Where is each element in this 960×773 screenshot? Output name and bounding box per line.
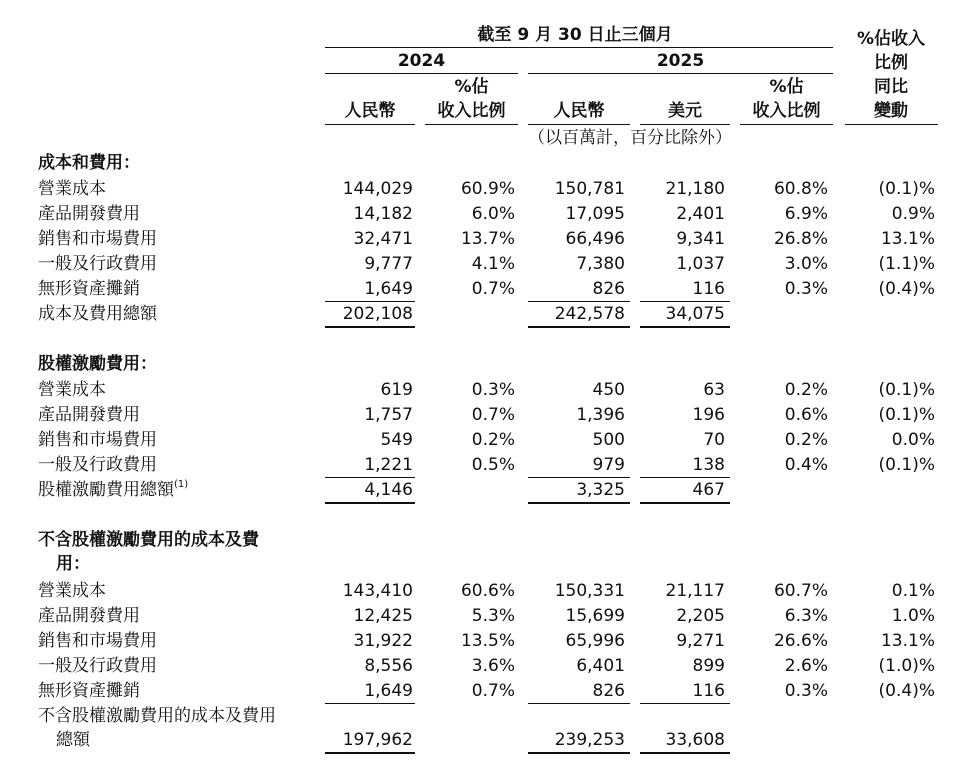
value-pct-2025: 6.3% [784,606,828,626]
value-rmb-2024: 32,471 [353,229,413,249]
value-yoy: (0.1)% [878,380,935,400]
total-usd-2025: 33,608 [665,730,725,750]
total-double-rule [528,502,630,504]
section-title: 不含股權激勵費用的成本及費 [38,530,259,550]
col-pct-2024-line2: 收入比例 [437,101,506,121]
col-pct-2024-line1: %佔 [454,77,489,97]
col-rule [425,124,518,125]
yoy-header-line2: 比例 [874,53,908,73]
row-label: 無形資產攤銷 [38,279,140,299]
year-2024: 2024 [397,51,446,71]
total-double-rule [325,752,415,754]
value-usd-2025: 21,117 [665,581,725,601]
col-rule [325,124,415,125]
yoy-header-line4: 變動 [874,101,908,121]
value-pct-2025: 0.3% [784,279,828,299]
value-pct-2024: 5.3% [471,606,515,626]
col-rule [845,124,938,125]
total-label-text: 股權激勵費用總額 [38,480,174,500]
value-yoy: 0.9% [891,204,935,224]
value-usd-2025: 2,401 [676,204,725,224]
yoy-header-line1: %佔收入 [856,29,926,49]
value-pct-2025: 3.0% [784,254,828,274]
value-yoy: (0.1)% [878,405,935,425]
value-pct-2025: 26.6% [773,631,828,651]
subtotal-rule [640,477,730,478]
total-label [38,479,188,501]
value-rmb-2024: 144,029 [342,179,413,199]
value-usd-2025: 138 [692,455,725,475]
row-label: 銷售和市場費用 [38,430,157,450]
value-rmb-2025: 150,331 [554,581,625,601]
value-rmb-2024: 1,649 [364,681,413,701]
col-usd-2025: 美元 [668,101,702,121]
value-pct-2024: 3.6% [471,656,515,676]
total-double-rule [640,752,730,754]
row-label: 營業成本 [38,581,106,601]
value-usd-2025: 21,180 [665,179,725,199]
value-yoy: 13.1% [880,631,935,651]
value-yoy: (0.1)% [878,179,935,199]
value-rmb-2024: 9,777 [364,254,413,274]
value-rmb-2024: 31,922 [353,631,413,651]
subtotal-rule [528,301,630,302]
row-label: 產品開發費用 [38,405,140,425]
value-usd-2025: 116 [692,681,725,701]
total-rmb-2024: 4,146 [364,480,413,500]
value-rmb-2024: 12,425 [353,606,413,626]
row-label: 一般及行政費用 [38,656,157,676]
value-yoy: (1.0)% [878,656,935,676]
value-usd-2025: 9,271 [676,631,725,651]
value-pct-2025: 2.6% [784,656,828,676]
value-yoy: 0.1% [891,581,935,601]
value-rmb-2025: 66,496 [565,229,625,249]
value-rmb-2025: 15,699 [565,606,625,626]
value-pct-2025: 26.8% [773,229,828,249]
subtotal-rule [325,703,415,704]
value-usd-2025: 63 [703,380,725,400]
row-label: 無形資產攤銷 [38,681,140,701]
value-pct-2025: 0.4% [784,455,828,475]
total-rmb-2025: 239,253 [554,730,625,750]
row-label: 營業成本 [38,380,106,400]
yoy-header-line3: 同比 [874,77,908,97]
col-rmb-2025: 人民幣 [553,101,605,121]
value-usd-2025: 116 [692,279,725,299]
value-pct-2024: 6.0% [471,204,515,224]
value-rmb-2025: 450 [592,380,625,400]
total-rmb-2025: 3,325 [576,480,625,500]
value-pct-2025: 0.3% [784,681,828,701]
subtotal-rule [528,477,630,478]
row-label: 一般及行政費用 [38,254,157,274]
col-rule [740,124,833,125]
value-rmb-2025: 65,996 [565,631,625,651]
total-rmb-2024: 197,962 [342,730,413,750]
value-pct-2024: 0.5% [471,455,515,475]
subtotal-rule [325,301,415,302]
total-double-rule [640,502,730,504]
value-rmb-2024: 14,182 [353,204,413,224]
value-pct-2025: 6.9% [784,204,828,224]
value-pct-2024: 0.7% [471,405,515,425]
total-rmb-2024: 202,108 [342,304,413,324]
value-pct-2024: 0.2% [471,430,515,450]
year-2025: 2025 [656,51,705,71]
value-yoy: (0.1)% [878,455,935,475]
value-pct-2024: 60.6% [460,581,515,601]
value-rmb-2024: 1,649 [364,279,413,299]
value-pct-2024: 0.3% [471,380,515,400]
value-pct-2025: 0.6% [784,405,828,425]
total-double-rule [528,326,630,328]
total-rmb-2025: 242,578 [554,304,625,324]
value-pct-2024: 0.7% [471,681,515,701]
value-pct-2024: 0.7% [471,279,515,299]
value-yoy: 13.1% [880,229,935,249]
value-rmb-2025: 17,095 [565,204,625,224]
year-2024-rule [325,73,518,74]
value-rmb-2025: 150,781 [554,179,625,199]
value-usd-2025: 9,341 [676,229,725,249]
col-pct-2025-line1: %佔 [769,77,804,97]
subtotal-rule [640,703,730,704]
value-pct-2025: 0.2% [784,380,828,400]
row-label: 產品開發費用 [38,204,140,224]
value-yoy: 0.0% [891,430,935,450]
value-usd-2025: 70 [703,430,725,450]
value-pct-2024: 13.5% [460,631,515,651]
value-pct-2024: 4.1% [471,254,515,274]
subtotal-rule [325,477,415,478]
row-label: 產品開發費用 [38,606,140,626]
value-rmb-2025: 826 [592,279,625,299]
value-pct-2025: 0.2% [784,430,828,450]
total-label-line2: 總額 [56,730,90,750]
year-2025-rule [528,73,833,74]
value-pct-2024: 60.9% [460,179,515,199]
value-pct-2024: 13.7% [460,229,515,249]
total-double-rule [325,502,415,504]
row-label: 銷售和市場費用 [38,229,157,249]
value-rmb-2024: 1,757 [364,405,413,425]
value-rmb-2025: 7,380 [576,254,625,274]
subtotal-rule [528,703,630,704]
total-label: 成本及費用總額 [38,304,157,324]
col-rule [528,124,630,125]
total-double-rule [325,326,415,328]
value-rmb-2024: 1,221 [364,455,413,475]
footnote-marker: (1) [174,479,189,490]
value-yoy: (0.4)% [878,279,935,299]
value-rmb-2025: 826 [592,681,625,701]
value-yoy: (0.4)% [878,681,935,701]
total-double-rule [640,326,730,328]
value-pct-2025: 60.8% [773,179,828,199]
period-header: 截至 9 月 30 日止三個月 [477,25,673,45]
value-rmb-2024: 549 [380,430,413,450]
value-usd-2025: 1,037 [676,254,725,274]
unit-note: （以百萬計，百分比除外） [528,128,732,148]
value-usd-2025: 2,205 [676,606,725,626]
value-rmb-2024: 8,556 [364,656,413,676]
value-usd-2025: 196 [692,405,725,425]
value-yoy: (1.1)% [878,254,935,274]
section-title-line2: 用： [56,554,90,574]
total-usd-2025: 467 [692,480,725,500]
row-label: 銷售和市場費用 [38,631,157,651]
col-rmb-2024: 人民幣 [344,101,396,121]
col-rule [640,124,730,125]
section-title: 股權激勵費用： [38,354,157,374]
total-label: 不含股權激勵費用的成本及費用 [38,706,276,726]
value-usd-2025: 899 [692,656,725,676]
total-double-rule [528,752,630,754]
value-rmb-2025: 6,401 [576,656,625,676]
section-title: 成本和費用： [38,153,140,173]
value-yoy: 1.0% [891,606,935,626]
col-pct-2025-line2: 收入比例 [752,101,821,121]
row-label: 營業成本 [38,179,106,199]
value-rmb-2024: 143,410 [342,581,413,601]
period-rule [325,47,833,48]
value-pct-2025: 60.7% [773,581,828,601]
row-label: 一般及行政費用 [38,455,157,475]
value-rmb-2025: 979 [592,455,625,475]
total-usd-2025: 34,075 [665,304,725,324]
value-rmb-2025: 500 [592,430,625,450]
value-rmb-2025: 1,396 [576,405,625,425]
subtotal-rule [640,301,730,302]
value-rmb-2024: 619 [380,380,413,400]
